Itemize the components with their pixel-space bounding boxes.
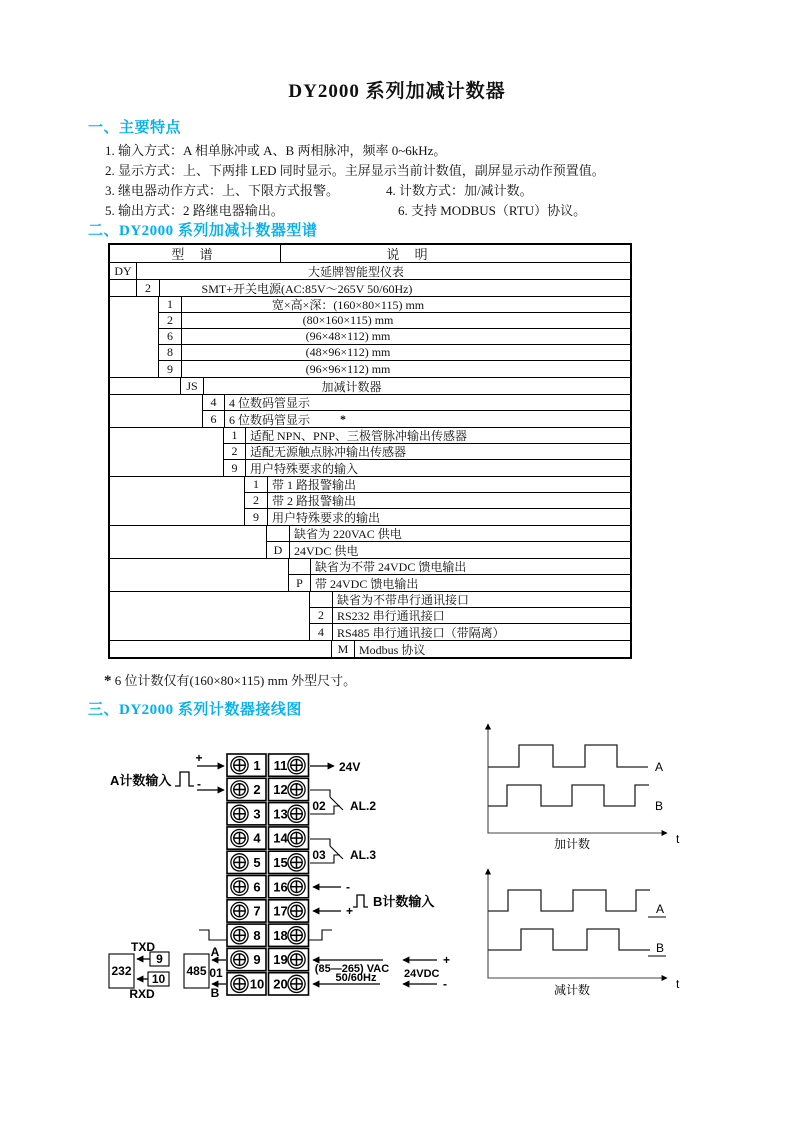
countdown-t-label: t xyxy=(676,977,680,991)
feature-item-2: 2. 显示方式：上、下两排 LED 同时显示。主屏显示当前计数值，副屏显示动作预置值。 xyxy=(105,163,605,178)
countdown-a-label: A xyxy=(656,902,665,916)
countup-axes xyxy=(488,724,667,833)
section-heading-wiring: 三、DY2000 系列计数器接线图 xyxy=(88,702,302,718)
al2-contact-blade xyxy=(330,797,343,810)
table-row xyxy=(110,460,630,476)
model-desc-cell: (96×48×112) mm xyxy=(180,329,630,345)
terminal-number: 5 xyxy=(253,855,261,870)
rs485-a-label: A xyxy=(210,945,220,959)
terminal-number: 19 xyxy=(273,952,288,968)
model-desc-cell: RS485 串行通讯接口（带隔离） xyxy=(337,625,505,640)
terminal-block xyxy=(227,754,309,995)
terminal-number: 1 xyxy=(253,757,261,773)
table-row xyxy=(110,542,630,558)
table-row xyxy=(110,641,630,657)
screw-terminal-icon xyxy=(231,951,248,968)
table-row xyxy=(110,411,630,427)
table-row xyxy=(110,575,630,591)
model-desc-cell: 大延牌智能型仪表 xyxy=(307,264,404,279)
countup-caption: 加计数 xyxy=(553,837,591,851)
table-row xyxy=(110,329,630,345)
table-row xyxy=(110,345,630,361)
model-code-cell: 9 xyxy=(158,361,182,377)
terminal-number: 12 xyxy=(273,782,288,798)
section-heading-spectrum: 二、DY2000 系列加减计数器型谱 xyxy=(88,223,318,239)
a-input-label: A计数输入 xyxy=(110,773,172,788)
table-row xyxy=(110,608,630,624)
model-code-cell: 4 xyxy=(309,624,333,640)
b-pulse-icon xyxy=(353,895,368,907)
model-code-cell: 2 xyxy=(244,493,268,509)
rxd-label: RXD xyxy=(129,987,155,1001)
model-code-cell: 1 xyxy=(244,477,268,493)
rs485-address: 01 xyxy=(209,966,223,980)
table-group-7 xyxy=(110,526,630,559)
table-row xyxy=(110,477,630,493)
screw-terminal-icon xyxy=(231,805,248,822)
table-row xyxy=(110,428,630,444)
feature-item-5: 5. 输出方式：2 路继电器输出。 xyxy=(105,203,284,218)
model-desc-cell: 宽×高×深：(160×80×115) mm xyxy=(180,297,630,313)
table-row xyxy=(110,378,630,394)
table-group-6 xyxy=(110,477,630,526)
countup-t-label: t xyxy=(676,832,680,846)
al2-relay-number: 02 xyxy=(312,799,326,813)
table-header-description: 说 明 xyxy=(386,247,434,262)
model-code-cell xyxy=(266,526,290,542)
screw-terminal-icon xyxy=(288,975,305,992)
model-desc-cell: 4 位数码管显示 xyxy=(223,395,630,411)
rs485-label: 485 xyxy=(186,964,207,978)
model-desc-cell: 用户特殊要求的输出 xyxy=(272,510,381,525)
screw-terminal-icon xyxy=(288,830,305,847)
table-row xyxy=(110,395,630,411)
table-group-9 xyxy=(110,592,630,641)
screw-terminal-icon xyxy=(288,927,305,944)
document-title: DY2000 系列加减计数器 xyxy=(288,81,506,102)
rs232-label: 232 xyxy=(111,964,132,978)
model-code-cell: 9 xyxy=(223,460,246,476)
model-code-cell: 6 xyxy=(202,411,225,427)
screw-terminal-icon xyxy=(288,854,305,871)
terminal-number: 15 xyxy=(273,855,288,870)
terminal-number: 3 xyxy=(253,806,261,822)
model-code-cell: 2 xyxy=(158,313,182,329)
terminal-number: 11 xyxy=(273,757,288,773)
screw-terminal-icon xyxy=(231,927,248,944)
model-desc-cell: 加减计数器 xyxy=(321,379,382,394)
wiring-diagram xyxy=(85,713,785,1013)
model-code-cell: 1 xyxy=(223,428,246,444)
al2-top-lead xyxy=(310,790,330,797)
model-code-cell: D xyxy=(266,542,290,558)
screw-terminal-icon xyxy=(288,757,305,774)
terminal-number: 14 xyxy=(273,830,288,846)
model-desc-cell: SMT+开关电源(AC:85V～265V 50/60Hz) xyxy=(201,281,413,296)
model-desc-cell: 缺省为不带串行通讯接口 xyxy=(331,592,630,608)
screw-terminal-icon xyxy=(231,781,248,798)
b-input-label: B计数输入 xyxy=(373,894,435,909)
model-code-cell: 8 xyxy=(158,345,182,361)
txd-label: TXD xyxy=(131,940,155,954)
vdc-minus-label: - xyxy=(443,977,447,991)
table-row xyxy=(110,361,630,377)
model-desc-cell: (80×160×115) mm xyxy=(180,313,630,329)
countup-a-label: A xyxy=(655,760,664,774)
screw-terminal-icon xyxy=(231,757,248,774)
table-group-5 xyxy=(110,428,630,477)
countdown-axes xyxy=(488,869,667,978)
al2-label: AL.2 xyxy=(350,799,377,813)
table-row xyxy=(110,509,630,525)
table-row xyxy=(110,592,630,608)
terminal-number: 16 xyxy=(273,879,288,895)
terminal-number: 17 xyxy=(273,903,288,919)
al3-relay-number: 03 xyxy=(312,848,326,862)
feature-item-3: 3. 继电器动作方式：上、下限方式报警。 xyxy=(105,183,340,198)
screw-terminal-icon xyxy=(231,878,248,895)
feature-item-1: 1. 输入方式：A 相单脉冲或 A、B 两相脉冲，频率 0~6kHz。 xyxy=(105,143,447,158)
screw-terminal-icon xyxy=(231,975,248,992)
countdown-wave-a xyxy=(488,890,650,911)
v24-label: 24V xyxy=(339,760,361,774)
model-spectrum-table xyxy=(108,243,632,659)
terminal-number: 18 xyxy=(273,927,288,943)
model-code-cell: 2 xyxy=(136,280,160,296)
table-row xyxy=(110,313,630,329)
table-row xyxy=(110,280,630,296)
screw-terminal-icon xyxy=(288,805,305,822)
vdc-label: 24VDC xyxy=(404,968,440,980)
model-code-cell: M xyxy=(331,641,355,657)
model-desc-cell: 适配 NPN、PNP、三极管脉冲输出传感器 xyxy=(244,428,630,444)
model-desc-cell: RS232 串行通讯接口 xyxy=(331,608,630,624)
screw-terminal-icon xyxy=(231,854,248,871)
screw-terminal-icon xyxy=(288,781,305,798)
table-header-row xyxy=(110,245,630,263)
terminal-number: 7 xyxy=(253,903,261,919)
shield-stub-left-icon xyxy=(199,930,227,940)
model-desc-cell: 带 24VDC 馈电输出 xyxy=(315,576,419,591)
table-footnote: * 6 位计数仅有(160×80×115) mm 外型尺寸。 xyxy=(104,673,357,689)
table-group-0 xyxy=(110,263,630,280)
model-desc-cell: Modbus 协议 xyxy=(359,642,426,657)
model-desc-cell: (96×96×112) mm xyxy=(305,361,391,376)
model-code-cell: 9 xyxy=(244,509,268,525)
terminal-number: 9 xyxy=(253,952,261,968)
model-code-cell: 1 xyxy=(158,297,182,313)
model-desc-cell: 缺省为 220VAC 供电 xyxy=(288,526,630,542)
table-row xyxy=(110,297,630,313)
a-minus-label: - xyxy=(197,777,201,791)
a-pulse-icon xyxy=(175,772,194,786)
terminal-number: 8 xyxy=(253,927,261,943)
countup-wave-a xyxy=(488,745,648,767)
model-table-body xyxy=(110,263,630,657)
model-desc-cell: 缺省为不带 24VDC 馈电输出 xyxy=(309,559,630,575)
screw-terminal-icon xyxy=(288,902,305,919)
rs485-b-label: B xyxy=(210,986,220,1000)
b-plus-label: + xyxy=(346,904,354,918)
model-code-cell xyxy=(288,559,311,575)
feature-item-6: 6. 支持 MODBUS（RTU）协议。 xyxy=(398,203,587,218)
screw-terminal-icon xyxy=(288,878,305,895)
section-heading-features: 一、主要特点 xyxy=(88,120,182,136)
shield-stub-right-icon xyxy=(308,930,332,940)
table-group-8 xyxy=(110,559,630,592)
model-code-cell: P xyxy=(288,575,311,591)
b-minus-label: - xyxy=(346,880,350,894)
model-desc-cell: 带 2 路报警输出 xyxy=(266,493,630,509)
terminal-number: 6 xyxy=(253,879,261,895)
table-row xyxy=(110,493,630,509)
terminal-number: 20 xyxy=(273,976,288,992)
model-desc-cell: 带 1 路报警输出 xyxy=(266,477,630,493)
screw-terminal-icon xyxy=(288,951,305,968)
hz-label: 50/60Hz xyxy=(335,972,377,984)
model-desc-cell: 24VDC 供电 xyxy=(294,543,359,558)
model-desc-cell: 用户特殊要求的输入 xyxy=(250,461,359,476)
table-header-model: 型 谱 xyxy=(110,245,281,262)
model-code-cell: JS xyxy=(180,378,204,394)
vac-label: (85—265) VAC xyxy=(314,963,390,975)
table-row xyxy=(110,444,630,460)
table-row xyxy=(110,559,630,575)
model-code-cell: 2 xyxy=(309,608,333,624)
al3-label: AL.3 xyxy=(350,848,377,862)
countdown-wave-b xyxy=(488,929,650,950)
terminal-number: 4 xyxy=(253,830,261,846)
model-desc-cell: 适配无源触点脉冲输出传感器 xyxy=(244,444,630,460)
table-row xyxy=(110,624,630,640)
table-row xyxy=(110,526,630,542)
model-desc-cell: (48×96×112) mm xyxy=(180,345,630,361)
model-code-cell: 2 xyxy=(223,444,246,460)
table-group-2 xyxy=(110,297,630,378)
table-group-10 xyxy=(110,641,630,657)
vdc-plus-label: + xyxy=(443,953,451,967)
countup-wave-b xyxy=(488,785,649,806)
terminal-number: 10 xyxy=(249,976,265,992)
model-code-cell: 6 xyxy=(158,329,182,345)
al3-contact-blade xyxy=(330,846,343,859)
feature-item-4: 4. 计数方式：加/减计数。 xyxy=(386,183,533,198)
screw-terminal-icon xyxy=(231,902,248,919)
table-group-3 xyxy=(110,378,630,395)
countup-b-label: B xyxy=(655,799,664,813)
al3-top-lead xyxy=(310,839,330,846)
countdown-b-label: B xyxy=(656,941,665,955)
terminal-number: 2 xyxy=(253,782,261,798)
table-group-4 xyxy=(110,395,630,428)
footnote-asterisk: * xyxy=(104,673,112,689)
terminal9-ref: 9 xyxy=(156,952,163,966)
table-group-1 xyxy=(110,280,630,297)
a-plus-label: + xyxy=(195,751,203,765)
screw-terminal-icon xyxy=(231,830,248,847)
model-desc-cell: 6 位数码管显示 * xyxy=(229,411,347,427)
model-code-cell: DY xyxy=(110,263,137,279)
model-code-cell xyxy=(309,592,333,608)
countdown-caption: 减计数 xyxy=(553,983,591,997)
model-code-cell: 4 xyxy=(202,395,225,411)
terminal-number: 13 xyxy=(273,806,288,822)
table-row xyxy=(110,263,630,279)
terminal10-ref: 10 xyxy=(151,972,166,986)
